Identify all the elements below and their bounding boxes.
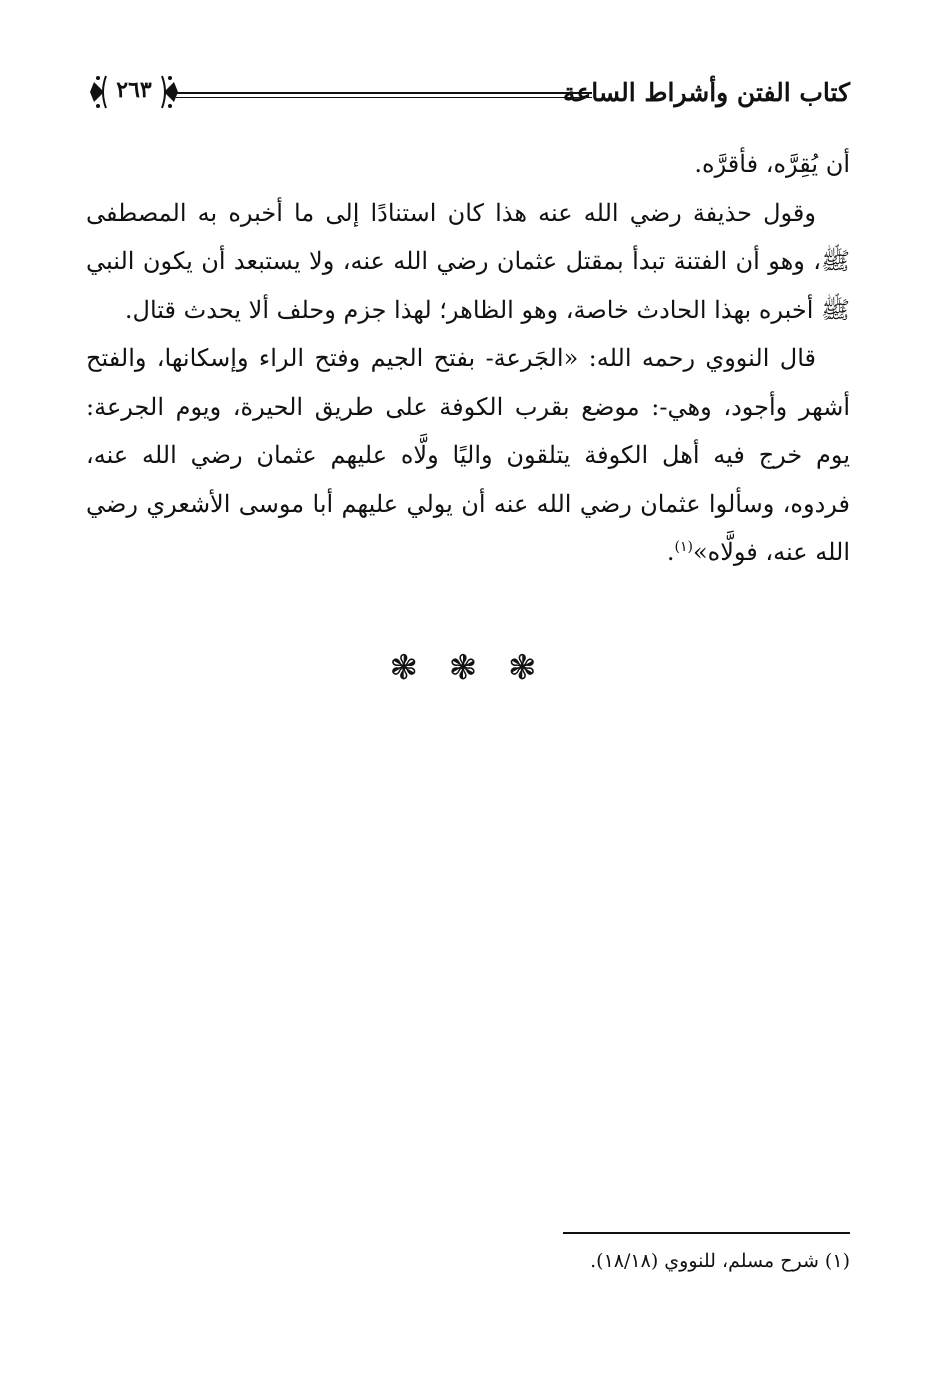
running-title: كتاب الفتن وأشراط الساعة: [562, 78, 850, 107]
paragraph-1: أن يُقِرَّه، فأقرَّه.: [694, 150, 850, 178]
main-text: [86, 140, 850, 577]
page-number: ٢٦٣: [116, 77, 152, 103]
paragraph-3-end: .: [666, 538, 675, 566]
header-rule: [176, 92, 592, 98]
footnote-reference[interactable]: (١): [674, 539, 693, 555]
paragraph-3: [86, 334, 850, 577]
footnote: (١) شرح مسلم، للنووي (١٨/١٨).: [590, 1250, 850, 1272]
paragraph-3-text: قال النووي رحمه الله: «الجَرعة- بفتح الجيم وفتح الراء وإسكانها، والفتح أشهر وأجود، وهي-: موضع بقرب الكوفة على طريق الحيرة، ويوم الجرعة: يوم خرج فيه أهل الكوفة يتلقون واليًا ولَّاه عليهم عثمان رضي الله عنه، فردوه، وسألوا عثمان رضي الله عنه أن يولي عليهم أبا موسى الأشعري رضي الله عنه، فولَّاه»: [86, 344, 850, 566]
section-separator: ❃ ❃ ❃: [389, 648, 547, 688]
footnote-rule: [563, 1232, 850, 1234]
page-header: [88, 70, 850, 120]
paragraph-2: وقول حذيفة رضي الله عنه هذا كان استنادًا إلى ما أخبره به المصطفى ﷺ، وهو أن الفتنة تبدأ بمقتل عثمان رضي الله عنه، ولا يستبعد أن يكون النبي ﷺ أخبره بهذا الحادث خاصة، وهو الظاهر؛ لهذا جزم وحلف ألا يحدث قتال.: [86, 198, 850, 324]
page-number-frame: [88, 70, 180, 114]
